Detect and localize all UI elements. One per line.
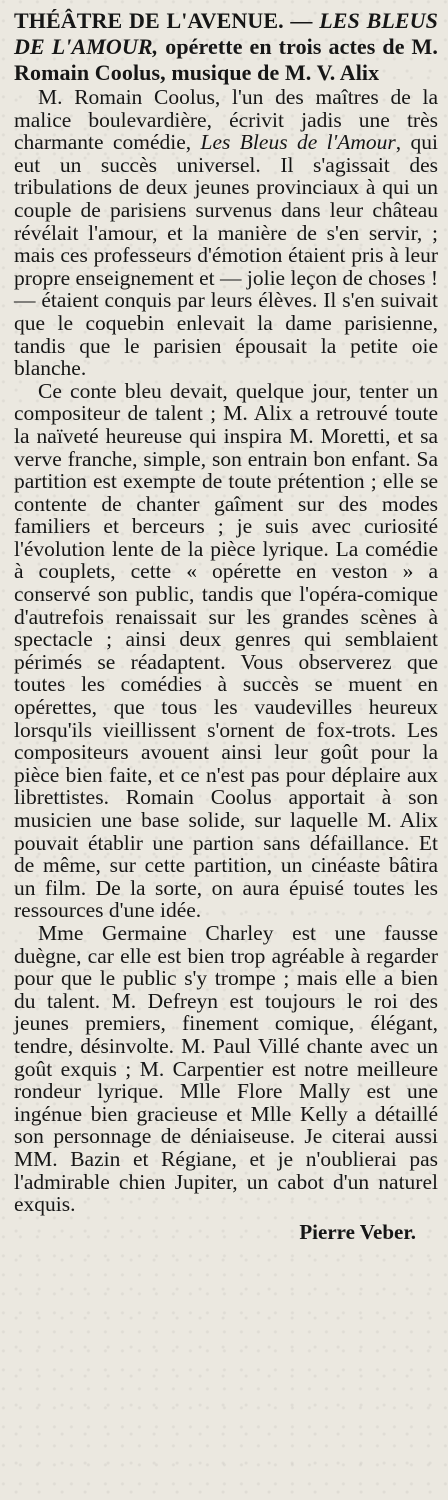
paragraph-2: Ce conte bleu devait, quelque jour, tenter un compositeur de talent ; M. Alix a retrouvé toute la naïveté heureuse qui inspira M. Moretti, et sa verve franche, simple, son entrain bon enfant. Sa partition est exempte de toute prétention ; elle se contente de chanter gaîment sur des modes familiers et berceurs ; je suis avec curiosité l'évolution lente de la pièce lyrique. La comédie à couplets, cette « opérette en veston » a conservé son public, tandis que l'opéra-comique d'autrefois renaissait sur les grandes scènes à spectacle ; ainsi deux genres qui semblaient périmés se réadaptent. Vous observerez que toutes les comédies à succès se muent en opérettes, que tous les vaudevilles heureux lorsqu'ils vieillissent s'ornent de fox-trots. Les compositeurs avouent ainsi leur goût pour la pièce bien faite, et ce n'est pas pour déplaire aux librettistes. Romain Coolus apportait à son musicien une base solide, sur laquelle M. Alix pouvait établir une partion sans défaillance. Et de même, sur cette partition, un cinéaste bâtira un film. De la sorte, on aura épuisé toutes les ressources d'une idée.: [14, 378, 438, 923]
headline-dash: —: [283, 8, 320, 33]
author-signature: Pierre Veber.: [299, 1219, 416, 1244]
theatre-name: THÉÂTRE DE L'AVENUE.: [14, 8, 284, 33]
paragraph-1-before: M. Romain Coolus, l'un des maîtres de la malice boulevardière, écrivit jadis une très charmante comédie,: [14, 85, 438, 155]
paragraph-1: [14, 86, 438, 380]
headline-subtitle: opérette en trois actes de M. Romain Coolus, musique de M. V. Alix: [14, 34, 438, 85]
article-body: [14, 86, 438, 1216]
article-headline: [14, 8, 438, 86]
paragraph-1-after: , qui eut un succès universel. Il s'agissait des tribulations de deux jeunes provinciaux à qui un couple de parisiens survenus dans leur château révélait l'amour, et la manière de s'en servir, ; mais ces professeurs d'émotion étaient pris à leur propre enseignement et — jolie leçon de choses ! — étaient conquis par leurs élèves. Il s'en suivait que le coquebin enlevait la dame parisienne, tandis que le parisien épousait la petite oie blanche.: [14, 130, 438, 381]
paragraph-3: Mme Germaine Charley est une fausse duègne, car elle est bien trop agréable à regarder pour que le public s'y trompe ; mais elle a bien du talent. M. Defreyn est toujours le roi des jeunes premiers, finement comique, élégant, tendre, désinvolte. M. Paul Villé chante avec un goût exquis ; M. Carpentier est notre meilleure rondeur lyrique. Mlle Flore Mally est une ingénue bien gracieuse et Mlle Kelly a détaillé son personnage de déniaiseuse. Je citerai aussi MM. Bazin et Régiane, et je n'oublierai pas l'admirable chien Jupiter, un cabot d'un naturel exquis.: [14, 920, 438, 1217]
paragraph-1-title: Les Bleus de l'Amour: [200, 130, 396, 155]
play-title: LES BLEUS DE L'AMOUR,: [14, 8, 438, 59]
